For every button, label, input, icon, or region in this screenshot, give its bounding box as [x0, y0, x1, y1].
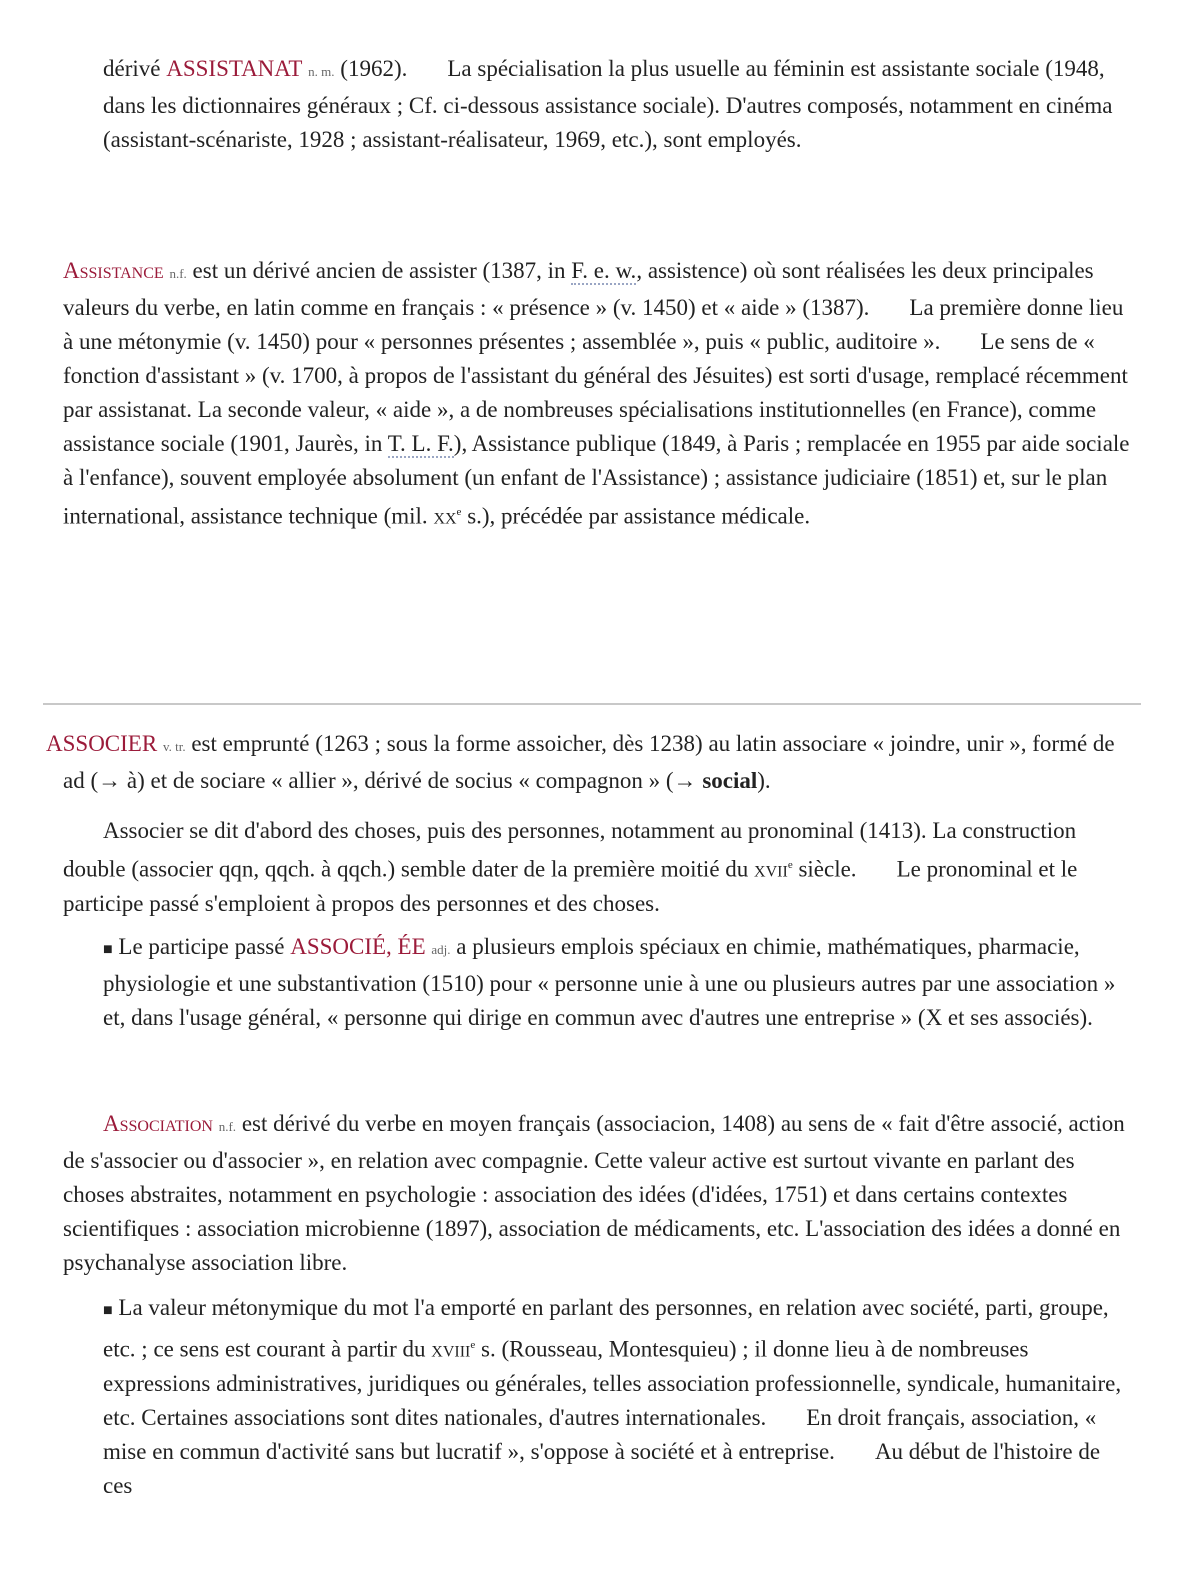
text: est dérivé du verbe en moyen français (associacion, 1408) au sens de « fait d'être associé, action de s'associer ou d'associer », en relation avec compagnie. Cette valeur active est surtout vivante en parlant des choses abstraites, notamment en psychologie : association des idées (d'idées, 1751) et dans certains contextes scientifiques : association microbienne (1897), association de médicaments, etc. L'association des idées a donné en psychanalyse association libre.: [63, 1111, 1125, 1275]
century-numeral: xx: [433, 503, 457, 529]
association-subentry: [103, 1291, 1133, 1503]
text: dérivé: [103, 56, 167, 81]
association-entry: [63, 1107, 1136, 1280]
text: La spécialisation la plus usuelle au féminin est assistante sociale (1948, dans les dictionnaires généraux ; Cf. ci-dessous assistance sociale). D'autres composés, notamment en cinéma (assistant-scénariste, 1928 ; assistant-réalisateur, 1969, etc.), sont employés.: [103, 56, 1113, 152]
text: Le pronominal et le participe passé s'emploient à propos des personnes et des choses.: [63, 856, 1078, 916]
text: est un dérivé ancien de assister (1387, in: [186, 258, 572, 283]
associe-subentry: [103, 930, 1133, 1035]
entry-assistanat-continuation: [103, 52, 1113, 157]
reference-link-few[interactable]: F. e. w.: [571, 258, 637, 283]
text: ).: [757, 768, 771, 793]
superscript: e: [470, 1339, 476, 1351]
headword-association: Association: [103, 1111, 213, 1136]
grammar-label: adj.: [431, 942, 451, 957]
text: La première donne lieu à une métonymie (v. 1450) pour « personnes présentes ; assemblée », puis « public, auditoire ».: [63, 295, 1124, 354]
text: a plusieurs emplois spéciaux en chimie, mathématiques, pharmacie, physiologie et une substantivation (1510) pour « personne unie à une ou plusieurs autres par une association » et, dans l'usage général, « personne qui dirige en commun avec d'autres une entreprise » (X et ses associés).: [103, 934, 1116, 1030]
superscript: e: [787, 859, 793, 871]
associer-paragraph: [63, 814, 1133, 921]
bullet-square: ■: [103, 941, 113, 958]
century-numeral: xviii: [431, 1336, 471, 1362]
grammar-label: n.f.: [169, 266, 187, 281]
text: (1962).: [334, 56, 408, 81]
text: Associer se dit d'abord des choses, puis des personnes, notamment au pronominal (1413). La construction double (associer qqn, qqch. à qqch.) semble dater de la première moitié du: [63, 818, 1077, 882]
entry-assistance: [63, 254, 1133, 534]
entry-separator: [43, 703, 1141, 705]
grammar-label: n. m.: [308, 64, 335, 79]
grammar-label: v. tr.: [162, 739, 186, 754]
text: s. (Rousseau, Montesquieu) ; il donne lieu à de nombreuses expressions administratives, juridiques ou générales, telles association professionnelle, syndicale, humanitaire, etc. Certaines associations sont dites nationales, d'autres internationales.: [103, 1336, 1122, 1430]
text: , assistence) où sont réalisées les deux principales valeurs du verbe, en latin comme en français : « présence » (v. 1450) et « aide » (1387).: [63, 258, 1094, 320]
text: En droit français, association, « mise en commun d'activité sans but lucratif », s'oppose à société et à entreprise.: [103, 1404, 1097, 1464]
century-numeral: xvii: [754, 856, 788, 882]
text: est emprunté (1263 ; sous la forme assoicher, dès 1238) au latin associare « joindre, unir », formé de ad (→ à) et de sociare « allier », dérivé de socius « compagnon » (→: [63, 731, 1115, 793]
text: siècle.: [792, 856, 857, 882]
text: Au début de l'histoire de ces: [103, 1438, 1101, 1498]
headword-assistanat: ASSISTANAT: [166, 56, 303, 81]
reference-link-tlf[interactable]: T. L. F.: [387, 431, 454, 456]
entry-associer: [46, 727, 1136, 798]
superscript: e: [456, 506, 462, 518]
text: ), Assistance publique (1849, à Paris ; remplacée en 1955 par aide sociale à l'enfance), souvent employée absolument (un enfant de l'Assistance) ; assistance judiciaire (1851) et, sur le plan international, assistance technique (mil.: [63, 431, 1130, 529]
bullet-square: ■: [103, 1302, 113, 1319]
headword-associe: ASSOCIÉ, ÉE: [290, 934, 426, 959]
headword-associer: ASSOCIER: [46, 731, 158, 756]
text: Le participe passé: [112, 934, 291, 959]
headword-assistance: Assistance: [63, 258, 164, 283]
grammar-label: n.f.: [218, 1119, 237, 1134]
text: Le sens de « fonction d'assistant » (v. 1700, à propos de l'assistant du général des Jésuites) est sorti d'usage, remplacé récemment par assistanat. La seconde valeur, « aide », a de nombreuses spécialisations institutionnelles (en France), comme assistance sociale (1901, Jaurès, in: [63, 329, 1128, 456]
text: s.), précédée par assistance médicale.: [461, 503, 811, 529]
text: La valeur métonymique du mot l'a emporté en parlant des personnes, en relation avec société, parti, groupe, etc. ; ce sens est courant à partir du: [103, 1295, 1109, 1362]
cross-reference-social[interactable]: social: [702, 768, 758, 793]
